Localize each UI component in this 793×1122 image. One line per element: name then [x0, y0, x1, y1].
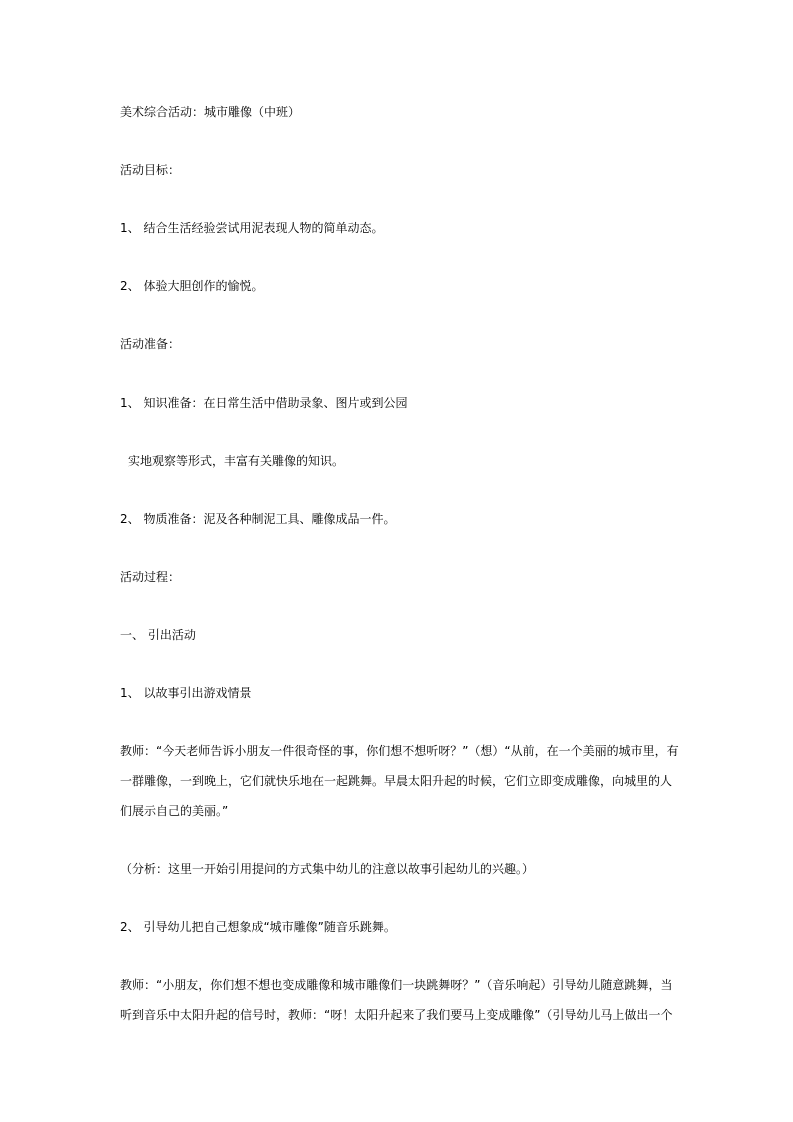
- teacher-speech-2-line-1: 教师：“小朋友，你们想不想也变成雕像和城市雕像们一块跳舞呀？”（音乐响起）引导幼儿随意跳舞，当: [120, 978, 673, 992]
- teacher-speech-1-line-1: 教师：“今天老师告诉小朋友一件很奇怪的事，你们想不想听呀？”（想）“从前，在一个美丽的城市里，有: [120, 744, 679, 758]
- prep-item-2: 2、 物质准备：泥及各种制泥工具、雕像成品一件。: [120, 512, 396, 526]
- teacher-speech-2-line-2: 听到音乐中太阳升起的信号时，教师：“呀！太阳升起来了我们要马上变成雕像”（引导幼儿马上做出一个: [120, 1008, 673, 1022]
- goal-item-2: 2、 体验大胆创作的愉悦。: [120, 279, 264, 293]
- section-heading-1: 一、 引出活动: [120, 628, 196, 642]
- prep-heading: 活动准备：: [120, 337, 181, 351]
- process-heading: 活动过程：: [120, 570, 181, 584]
- prep-item-1: 1、 知识准备：在日常生活中借助录象、图片或到公园: [120, 396, 408, 410]
- step-2: 2、 引导幼儿把自己想象成“城市雕像”随音乐跳舞。: [120, 920, 396, 934]
- document-title: 美术综合活动：城市雕像（中班）: [120, 105, 301, 119]
- step-1: 1、 以故事引出游戏情景: [120, 686, 252, 700]
- prep-item-1-continuation: 实地观察等形式，丰富有关雕像的知识。: [128, 454, 345, 468]
- goal-item-1: 1、 结合生活经验尝试用泥表现人物的简单动态。: [120, 221, 384, 235]
- teacher-speech-1-line-2: 一群雕像，一到晚上，它们就快乐地在一起跳舞。早晨太阳升起的时候，它们立即变成雕像，向城里的人: [120, 774, 673, 788]
- analysis-note-1: （分析：这里一开始引用提问的方式集中幼儿的注意以故事引起幼儿的兴趣。）: [120, 862, 535, 876]
- teacher-speech-1-line-3: 们展示自己的美丽。”: [120, 804, 229, 818]
- goals-heading: 活动目标：: [120, 163, 181, 177]
